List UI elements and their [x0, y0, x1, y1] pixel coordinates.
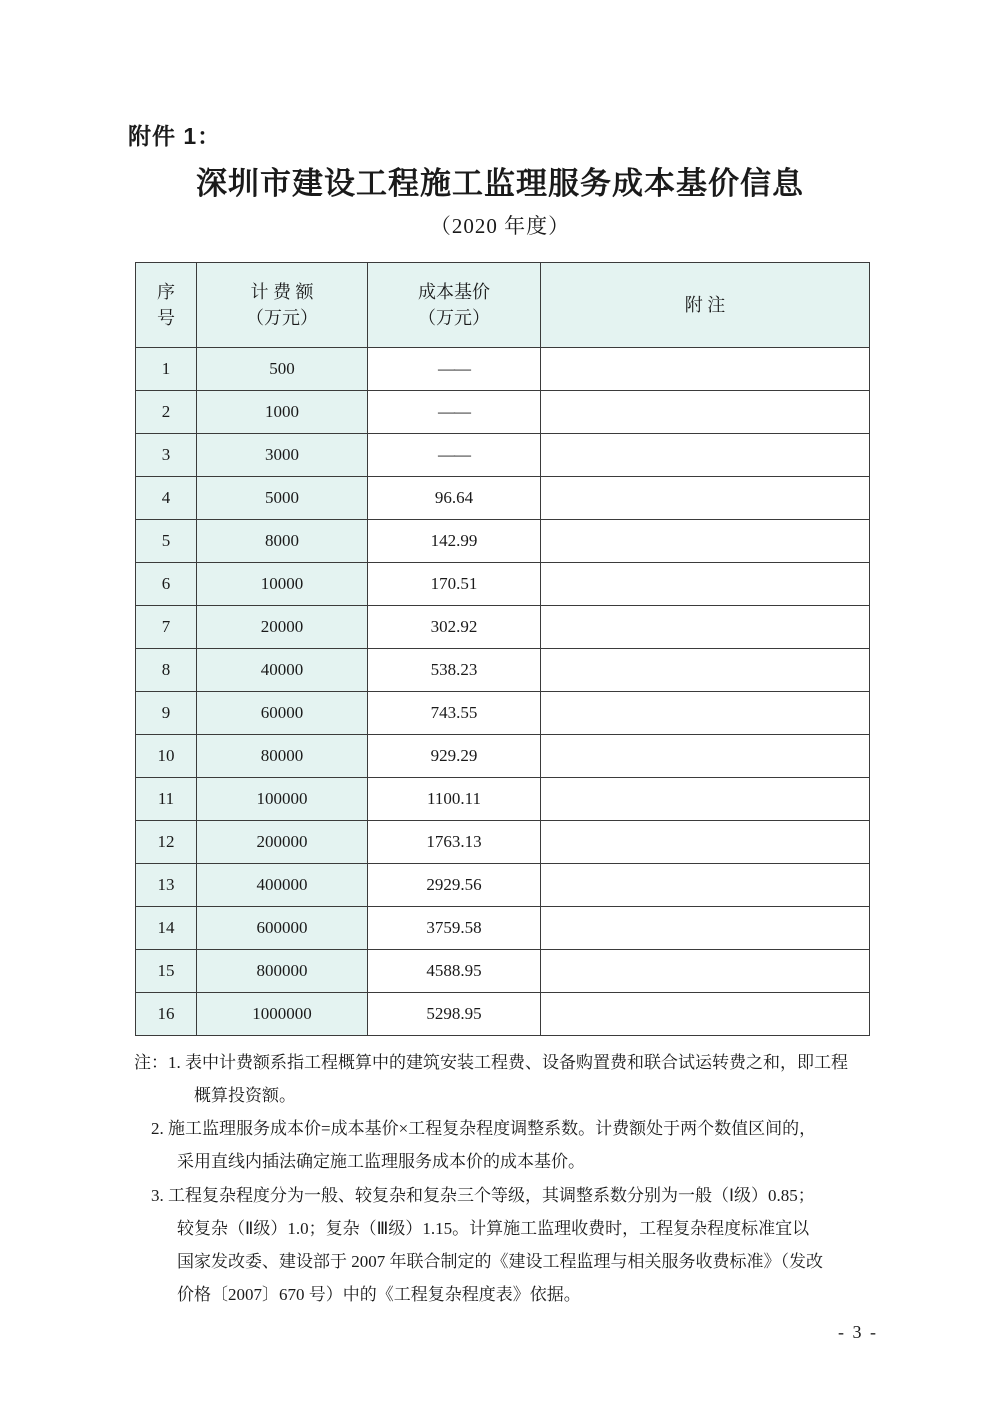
cell-base-price: 538.23: [368, 649, 541, 692]
footnote-text: 施工监理服务成本价=成本基价×工程复杂程度调整系数。计费额处于两个数值区间的，: [168, 1119, 817, 1139]
cell-index: 12: [136, 821, 197, 864]
table-row: [136, 993, 870, 1036]
cell-note: [541, 434, 870, 477]
footnote-item: [134, 1112, 874, 1178]
cell-note: [541, 348, 870, 391]
cell-base-price: 96.64: [368, 477, 541, 520]
cell-index: 10: [136, 735, 197, 778]
cell-fee: 800000: [197, 950, 368, 993]
cell-fee: 3000: [197, 434, 368, 477]
cell-fee: 8000: [197, 520, 368, 563]
cell-index: 8: [136, 649, 197, 692]
cell-index: 13: [136, 864, 197, 907]
cell-index: 9: [136, 692, 197, 735]
footnote-text: 概算投资额。: [194, 1086, 296, 1106]
cell-fee: 10000: [197, 563, 368, 606]
cell-index: 1: [136, 348, 197, 391]
footnote-line: [151, 1245, 874, 1278]
cell-note: [541, 606, 870, 649]
table-header: [136, 263, 870, 348]
cell-note: [541, 649, 870, 692]
table-header-row: [136, 263, 870, 348]
cell-note: [541, 821, 870, 864]
cell-index: 4: [136, 477, 197, 520]
footnotes: [134, 1046, 874, 1311]
column-header-note: 附 注: [541, 263, 870, 348]
cell-base-price: 5298.95: [368, 993, 541, 1036]
cell-base-price: 142.99: [368, 520, 541, 563]
cell-note: [541, 520, 870, 563]
footnote-text: 较复杂（Ⅱ级）1.0；复杂（Ⅲ级）1.15。计算施工监理收费时，工程复杂程度标准宜以: [177, 1218, 810, 1238]
footnote-line: [151, 1145, 874, 1178]
cell-note: [541, 735, 870, 778]
table-row: [136, 778, 870, 821]
footnote-text: 国家发改委、建设部于 2007 年联合制定的《建设工程监理与相关服务收费标准》（发改: [177, 1251, 823, 1271]
column-header-fee: [197, 263, 368, 348]
table-row: [136, 563, 870, 606]
footnote-marker: 1.: [168, 1053, 181, 1072]
cell-base-price: ——: [368, 391, 541, 434]
table-row: [136, 649, 870, 692]
column-header-fee-line1: 计 费 额: [250, 281, 314, 302]
cell-index: 3: [136, 434, 197, 477]
table-row: [136, 907, 870, 950]
column-header-base-price-line2: （万元）: [418, 308, 490, 328]
table-row: [136, 692, 870, 735]
cell-index: 11: [136, 778, 197, 821]
table-row: [136, 348, 870, 391]
footnote-lead: 注：: [134, 1053, 168, 1072]
footnote-marker: 2.: [151, 1119, 164, 1139]
cell-fee: 400000: [197, 864, 368, 907]
cell-fee: 5000: [197, 477, 368, 520]
footnote-body: [151, 1112, 874, 1178]
footnote-item: [134, 1046, 874, 1112]
cell-note: [541, 477, 870, 520]
footnote-line: [151, 1112, 874, 1145]
page-number: - 3 -: [838, 1322, 878, 1342]
table-row: [136, 520, 870, 563]
cell-note: [541, 391, 870, 434]
cell-base-price: 3759.58: [368, 907, 541, 950]
cost-base-price-table: [135, 262, 870, 1036]
cell-note: [541, 778, 870, 821]
cell-note: [541, 692, 870, 735]
cell-fee: 600000: [197, 907, 368, 950]
table-row: [136, 735, 870, 778]
page-subtitle: （2020 年度）: [429, 214, 571, 238]
footnote-body: [168, 1046, 874, 1112]
table-row: [136, 434, 870, 477]
cell-note: [541, 950, 870, 993]
column-header-fee-line2: （万元）: [246, 308, 318, 328]
cell-note: [541, 563, 870, 606]
cell-index: 2: [136, 391, 197, 434]
cell-fee: 40000: [197, 649, 368, 692]
cell-base-price: 1763.13: [368, 821, 541, 864]
footnote-lead-spacer: [134, 1179, 151, 1212]
cell-fee: 80000: [197, 735, 368, 778]
cell-note: [541, 864, 870, 907]
cell-base-price: 2929.56: [368, 864, 541, 907]
table-row: [136, 864, 870, 907]
cell-index: 15: [136, 950, 197, 993]
column-header-base-price-line1: 成本基价: [418, 281, 490, 302]
table-body: [136, 348, 870, 1036]
cell-fee: 1000000: [197, 993, 368, 1036]
footnote-line: [168, 1046, 874, 1079]
footnote-line: [151, 1212, 874, 1245]
cell-fee: 100000: [197, 778, 368, 821]
cell-fee: 500: [197, 348, 368, 391]
footnote-item: [134, 1179, 874, 1312]
cell-note: [541, 993, 870, 1036]
footnote-line: [151, 1179, 874, 1212]
page-title: 深圳市建设工程施工监理服务成本基价信息: [196, 166, 804, 201]
cell-base-price: 1100.11: [368, 778, 541, 821]
footnote-lead-spacer: [134, 1112, 151, 1145]
cell-index: 7: [136, 606, 197, 649]
cell-base-price: 302.92: [368, 606, 541, 649]
footnote-marker: 3.: [151, 1185, 164, 1205]
cell-fee: 60000: [197, 692, 368, 735]
footnote-text: 表中计费额系指工程概算中的建筑安装工程费、设备购置费和联合试运转费之和，即工程: [185, 1053, 848, 1072]
cell-fee: 20000: [197, 606, 368, 649]
cell-base-price: ——: [368, 434, 541, 477]
cell-index: 16: [136, 993, 197, 1036]
column-header-base-price: [368, 263, 541, 348]
cell-base-price: 929.29: [368, 735, 541, 778]
footnote-text: 工程复杂程度分为一般、较复杂和复杂三个等级，其调整系数分别为一般（Ⅰ级）0.85；: [168, 1185, 815, 1205]
cell-base-price: 170.51: [368, 563, 541, 606]
column-header-index-line1: 序: [157, 281, 175, 302]
cell-fee: 200000: [197, 821, 368, 864]
footnote-line: [151, 1278, 874, 1311]
cell-fee: 1000: [197, 391, 368, 434]
cell-index: 6: [136, 563, 197, 606]
cell-base-price: ——: [368, 348, 541, 391]
footnote-body: [151, 1179, 874, 1312]
attachment-label: 附件 1：: [128, 123, 222, 149]
footnote-text: 价格〔2007〕670 号）中的《工程复杂程度表》依据。: [177, 1284, 581, 1304]
footnote-text: 采用直线内插法确定施工监理服务成本价的成本基价。: [177, 1152, 585, 1172]
cell-base-price: 4588.95: [368, 950, 541, 993]
table-row: [136, 391, 870, 434]
column-header-index: [136, 263, 197, 348]
column-header-index-line2: 号: [157, 308, 175, 328]
cell-note: [541, 907, 870, 950]
table-row: [136, 477, 870, 520]
table-row: [136, 821, 870, 864]
cell-base-price: 743.55: [368, 692, 541, 735]
footnote-line: [168, 1079, 874, 1112]
table-row: [136, 606, 870, 649]
cell-index: 14: [136, 907, 197, 950]
table-row: [136, 950, 870, 993]
cell-index: 5: [136, 520, 197, 563]
